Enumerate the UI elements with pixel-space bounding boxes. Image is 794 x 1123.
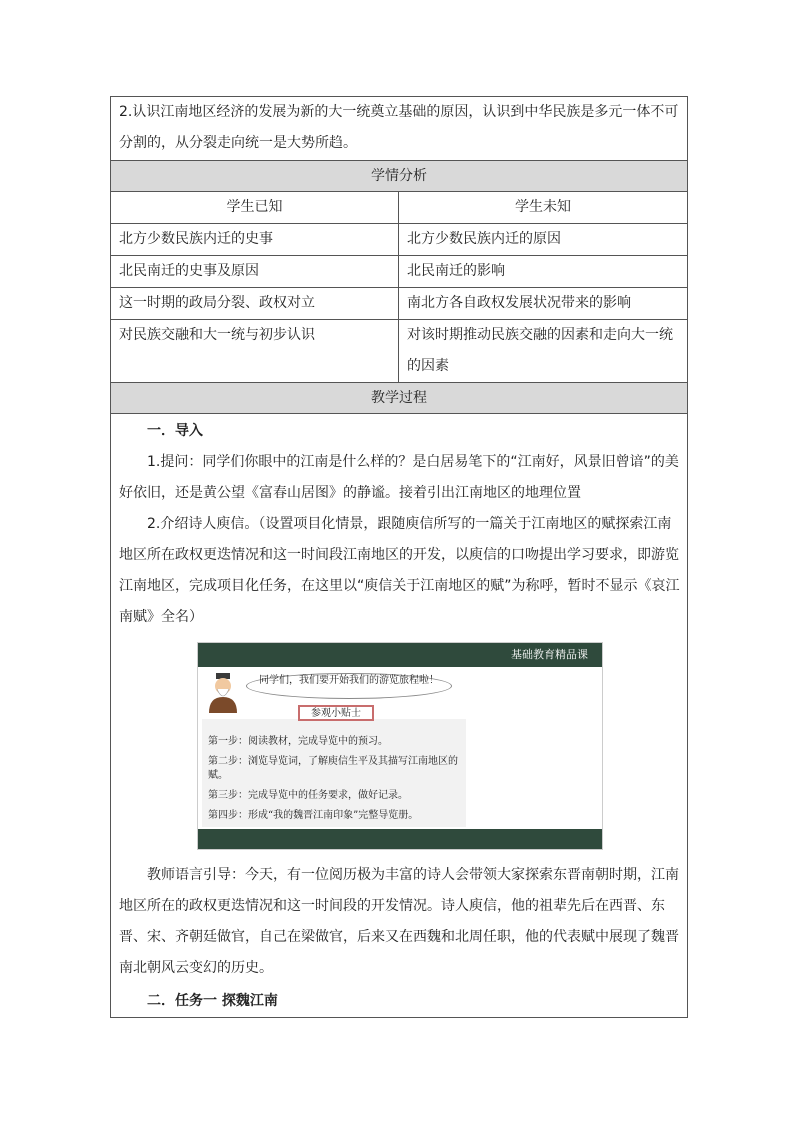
section-heading-intro: 一．导入	[147, 423, 203, 439]
tips-label: 参观小贴士	[298, 705, 374, 721]
unknown-cell: 北方少数民族内迁的原因	[407, 231, 561, 247]
unknown-cell: 北民南迁的影响	[407, 263, 505, 279]
known-cell: 这一时期的政局分裂、政权对立	[111, 288, 399, 319]
unknown-cell: 对该时期推动民族交融的因素和走向大一统的因素	[407, 327, 673, 374]
objective-row	[111, 97, 687, 161]
known-cell: 北民南迁的史事及原因	[111, 256, 399, 287]
process-body	[111, 414, 687, 1017]
unknown-cell: 南北方各自政权发展状况带来的影响	[407, 295, 631, 311]
analysis-header-row	[111, 161, 687, 192]
intro-paragraph-1: 1.提问：同学们你眼中的江南是什么样的？是白居易笔下的“江南好，风景旧曾谙”的美好依旧，还是黄公望《富春山居图》的静谧。接着引出江南地区的地理位置	[119, 454, 679, 501]
column-unknown: 学生未知	[515, 199, 571, 215]
analysis-title: 学情分析	[371, 168, 427, 184]
analysis-columns-row	[111, 192, 687, 224]
step-item: 第二步：浏览导览词，了解庾信生平及其描写江南地区的赋。	[208, 756, 458, 781]
table-row	[111, 224, 687, 256]
column-known: 学生已知	[111, 192, 399, 223]
known-cell: 对民族交融和大一统与初步认识	[111, 320, 399, 382]
table-row	[111, 288, 687, 320]
process-title: 教学过程	[371, 390, 427, 406]
step-item: 第一步：阅读教材，完成导览中的预习。	[208, 736, 388, 747]
step-item: 第三步：完成导览中的任务要求，做好记录。	[208, 790, 408, 801]
step-item: 第四步：形成“我的魏晋江南印象”完整导览册。	[208, 810, 419, 821]
table-row	[111, 320, 687, 383]
slide-image	[197, 642, 603, 850]
section-heading-task-1: 二．任务一 探魏江南	[147, 993, 278, 1009]
objective-text: 2.认识江南地区经济的发展为新的大一统奠立基础的原因，认识到中华民族是多元一体不可分割的，从分裂走向统一是大势所趋。	[119, 104, 679, 151]
process-header-row	[111, 383, 687, 414]
lesson-plan-table	[110, 96, 688, 1018]
table-row	[111, 256, 687, 288]
known-cell: 北方少数民族内迁的史事	[111, 224, 399, 255]
teacher-guide-paragraph: 教师语言引导：今天，有一位阅历极为丰富的诗人会带领大家探索东晋南朝时期，江南地区所在的政权更迭情况和这一时间段的开发情况。诗人庾信，他的祖辈先后在西晋、东晋、宋、齐朝廷做官，自己在梁做官，后来又在西魏和北周任职，他的代表赋中展现了魏晋南北朝风云变幻的历史。	[119, 867, 679, 976]
steps-panel	[202, 719, 466, 827]
speech-bubble: 同学们，我们要开始我们的游览旅程啦！	[246, 673, 452, 699]
poet-avatar-icon	[206, 673, 240, 713]
slide-header	[198, 643, 602, 667]
slide-footer	[198, 829, 602, 849]
intro-paragraph-2: 2.介绍诗人庾信。（设置项目化情景，跟随庾信所写的一篇关于江南地区的赋探索江南地区所在政权更迭情况和这一时间段江南地区的开发，以庾信的口吻提出学习要求，即游览江南地区，完成项目化任务，在这里以“庾信关于江南地区的赋”为称呼，暂时不显示《哀江南赋》全名）	[119, 516, 680, 625]
slide-brand: 基础教育精品课	[511, 648, 588, 661]
